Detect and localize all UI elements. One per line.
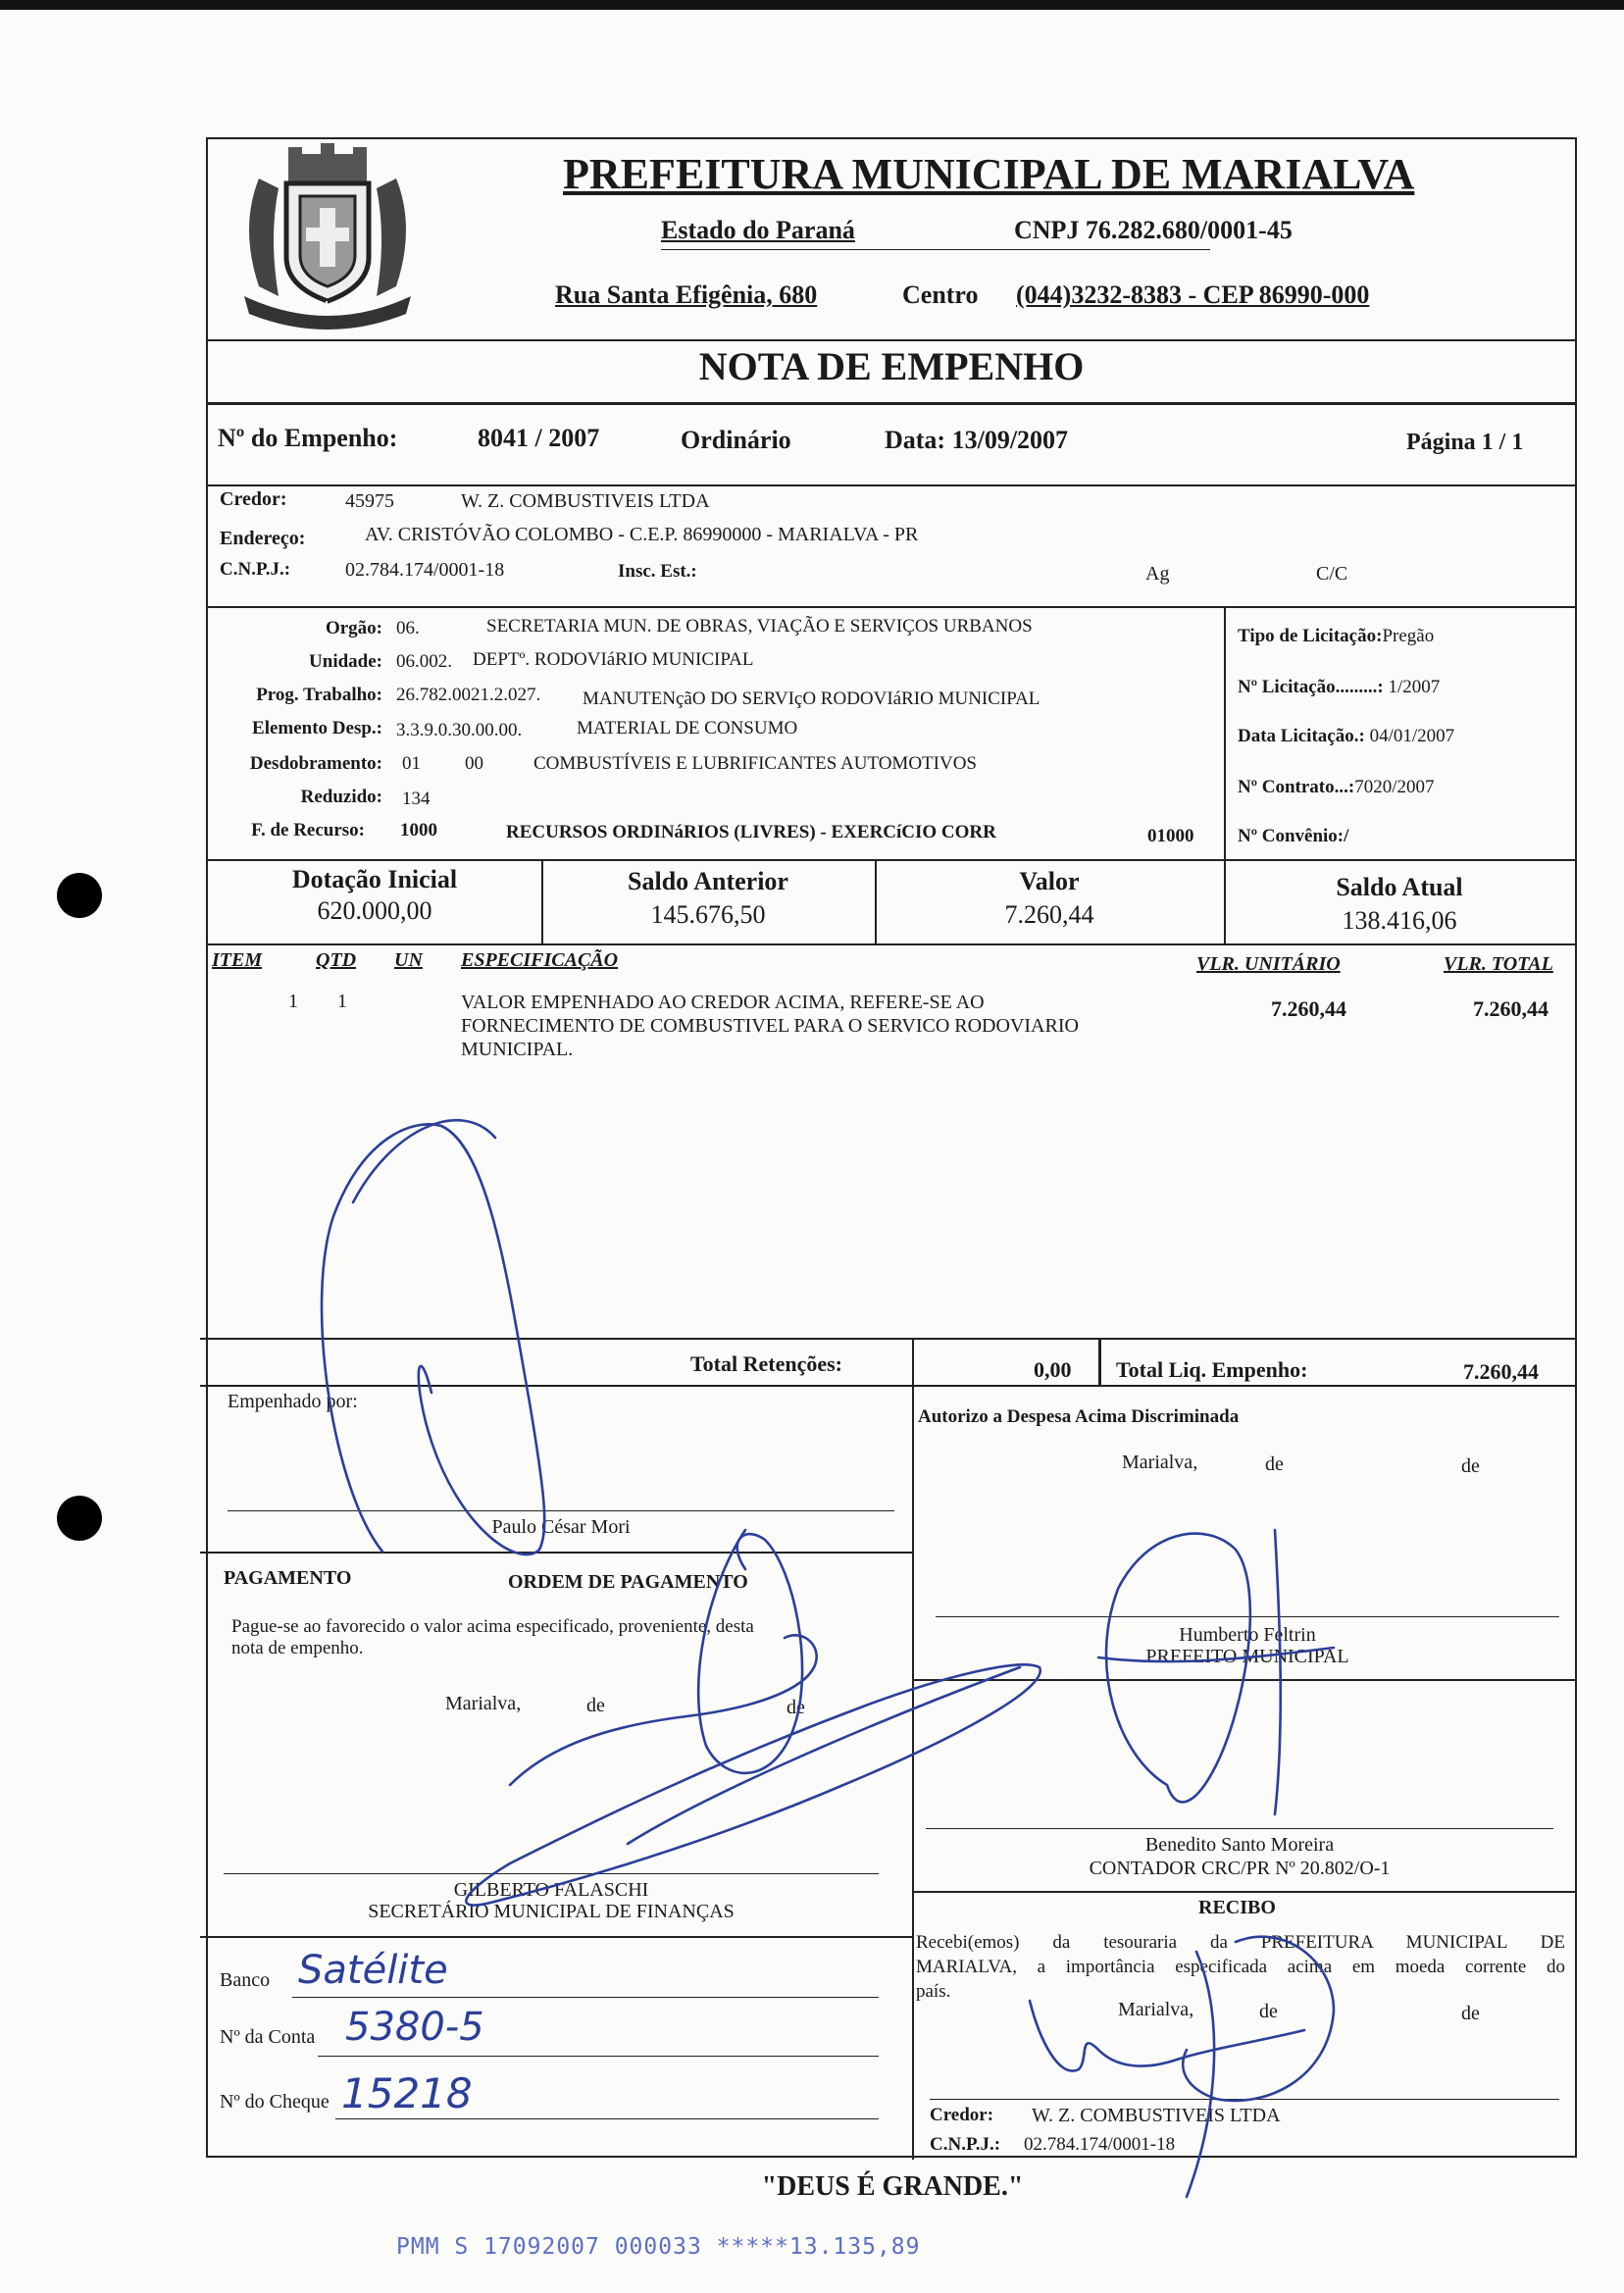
recibo-cnpj-label: C.N.P.J.: bbox=[930, 2134, 1001, 2155]
endereco-label: Endereço: bbox=[220, 528, 306, 549]
item-total-value: 7.260,44 bbox=[1473, 996, 1548, 1021]
unidade-code: 06.002. bbox=[396, 651, 452, 672]
cheque-line bbox=[335, 2118, 879, 2119]
autorizo-label: Autorizo a Despesa Acima Discriminada bbox=[918, 1406, 1240, 1427]
desdob-label: Desdobramento: bbox=[249, 753, 382, 774]
insc-est-label: Insc. Est.: bbox=[618, 561, 697, 582]
col-especificacao: ESPECIFICAÇÃO bbox=[461, 949, 619, 971]
col-qtd: QTD bbox=[316, 949, 357, 971]
desdob-a: 01 bbox=[402, 753, 421, 774]
unidade-label: Unidade: bbox=[309, 651, 382, 672]
divider-vertical bbox=[1098, 1338, 1101, 1385]
recurso-num: 01000 bbox=[1147, 826, 1194, 846]
credor-label: Credor: bbox=[220, 488, 287, 510]
prog-label: Prog. Trabalho: bbox=[256, 685, 382, 705]
conta-handwritten: 5380-5 bbox=[345, 2005, 484, 2050]
pagamento-city: Marialva, bbox=[445, 1693, 522, 1714]
empenho-type: Ordinário bbox=[681, 426, 791, 454]
recibo-text-line: país. bbox=[916, 1981, 951, 2002]
header-district: Centro bbox=[902, 280, 979, 309]
pagamento-text-line: Pague-se ao favorecido o valor acima especificado, proveniente, desta bbox=[231, 1616, 754, 1637]
signature-line bbox=[930, 2099, 1559, 2100]
total-retencoes-value: 0,00 bbox=[1034, 1357, 1072, 1382]
empenho-page: Página 1 / 1 bbox=[1406, 430, 1524, 455]
empenhado-label: Empenhado por: bbox=[228, 1391, 358, 1412]
tipo-licitacao-label: Tipo de Licitação: bbox=[1238, 626, 1383, 646]
secretario-name: GILBERTO FALASCHI bbox=[453, 1879, 649, 1901]
divider-vertical bbox=[1224, 606, 1226, 859]
divider bbox=[200, 1385, 1575, 1387]
prefeito-title: PREFEITO MUNICIPAL bbox=[1145, 1646, 1349, 1667]
empenho-date: Data: 13/09/2007 bbox=[885, 426, 1069, 454]
pagamento-de2: de bbox=[787, 1697, 805, 1718]
elemento-desc: MATERIAL DE CONSUMO bbox=[577, 718, 798, 739]
total-liq-label: Total Liq. Empenho: bbox=[1116, 1357, 1308, 1382]
header-state: Estado do Paraná bbox=[661, 216, 855, 244]
divider bbox=[200, 1552, 914, 1554]
divider bbox=[208, 402, 1575, 405]
item-spec-line: MUNICIPAL. bbox=[461, 1039, 574, 1060]
desdob-desc: COMBUSTÍVEIS E LUBRIFICANTES AUTOMOTIVOS bbox=[533, 753, 977, 774]
valor-label: Valor bbox=[1019, 867, 1080, 895]
autorizo-city: Marialva, bbox=[1122, 1452, 1198, 1473]
valor-value: 7.260,44 bbox=[1004, 900, 1094, 929]
nota-de-empenho-form bbox=[206, 137, 1577, 2158]
reduzido-value: 134 bbox=[402, 789, 431, 809]
autorizo-de1: de bbox=[1265, 1453, 1284, 1475]
total-retencoes-label: Total Retenções: bbox=[690, 1351, 842, 1376]
contrato bbox=[1238, 777, 1434, 798]
crest-banner-text: MARIALVA bbox=[289, 298, 372, 313]
data-licitacao-value: 04/01/2007 bbox=[1369, 726, 1455, 746]
item-unit-value: 7.260,44 bbox=[1271, 996, 1346, 1021]
payment-stamp: PMM S 17092007 000033 *****13.135,89 bbox=[396, 2234, 921, 2260]
divider-vertical bbox=[912, 1385, 914, 2160]
cheque-handwritten: 15218 bbox=[341, 2069, 473, 2117]
header-cnpj: CNPJ 76.282.680/0001-45 bbox=[1014, 216, 1293, 244]
ordem-pagamento-label: ORDEM DE PAGAMENTO bbox=[508, 1571, 748, 1593]
divider bbox=[208, 484, 1575, 486]
total-liq-value: 7.260,44 bbox=[1463, 1359, 1539, 1384]
contador-title: CONTADOR CRC/PR Nº 20.802/O-1 bbox=[1089, 1858, 1391, 1879]
cheque-label: Nº do Cheque bbox=[220, 2091, 330, 2113]
divider bbox=[208, 606, 1575, 608]
desdob-b: 00 bbox=[465, 753, 483, 774]
prefeito-name: Humberto Feltrin bbox=[1179, 1624, 1316, 1646]
divider bbox=[912, 1891, 1575, 1893]
header-title: PREFEITURA MUNICIPAL DE MARIALVA bbox=[563, 150, 1415, 198]
orgao-desc: SECRETARIA MUN. DE OBRAS, VIAÇÃO E SERVIÇOS URBANOS bbox=[486, 616, 1033, 637]
doc-title: NOTA DE EMPENHO bbox=[698, 344, 1085, 388]
prog-desc: MANUTENçãO DO SERVIçO RODOVIáRIO MUNICIPAL bbox=[583, 688, 1040, 709]
col-item: ITEM bbox=[212, 949, 263, 971]
dotacao-inicial-value: 620.000,00 bbox=[317, 896, 432, 925]
secretario-title: SECRETÁRIO MUNICIPAL DE FINANÇAS bbox=[368, 1901, 735, 1922]
cc-label: C/C bbox=[1316, 563, 1348, 585]
unidade-desc: DEPTº. RODOVIáRIO MUNICIPAL bbox=[473, 649, 754, 670]
num-licitacao-value: 1/2007 bbox=[1388, 677, 1441, 697]
item-spec-line: VALOR EMPENHADO AO CREDOR ACIMA, REFERE-SE AO bbox=[461, 992, 985, 1013]
recibo-text-line: Recebi(emos) da tesouraria da PREFEITURA MUNICIPAL DE bbox=[916, 1932, 1565, 1953]
signature-line bbox=[926, 1828, 1553, 1829]
orgao-code: 06. bbox=[396, 618, 420, 638]
convenio-label: Nº Convênio:/ bbox=[1238, 826, 1349, 846]
contrato-value: 7020/2007 bbox=[1354, 777, 1435, 797]
saldo-anterior-value: 145.676,50 bbox=[650, 900, 766, 929]
recibo-city: Marialva, bbox=[1118, 1999, 1194, 2020]
recibo-de2: de bbox=[1461, 2003, 1480, 2024]
prog-code: 26.782.0021.2.027. bbox=[396, 685, 541, 705]
pagamento-de1: de bbox=[586, 1695, 605, 1716]
empenho-number: 8041 / 2007 bbox=[478, 424, 600, 452]
credor-cnpj: 02.784.174/0001-18 bbox=[345, 559, 505, 581]
recurso-code: 1000 bbox=[400, 820, 437, 841]
divider-vertical bbox=[912, 1338, 914, 1385]
recurso-desc: RECURSOS ORDINáRIOS (LIVRES) - EXERCíCIO CORR bbox=[506, 822, 996, 842]
header-underline bbox=[661, 249, 1210, 250]
autorizo-de2: de bbox=[1461, 1455, 1480, 1477]
signature-line bbox=[228, 1510, 894, 1511]
banco-label: Banco bbox=[220, 1969, 271, 1991]
item-spec-line: FORNECIMENTO DE COMBUSTIVEL PARA O SERVICO RODOVIARIO bbox=[461, 1015, 1079, 1037]
elemento-label: Elemento Desp.: bbox=[252, 718, 382, 739]
col-vlr-total: VLR. TOTAL bbox=[1444, 953, 1553, 975]
signature-line bbox=[936, 1616, 1559, 1617]
signature-line bbox=[224, 1873, 879, 1874]
divider bbox=[208, 339, 1575, 341]
banco-line bbox=[292, 1997, 879, 1998]
divider bbox=[200, 1338, 1575, 1340]
header-address: Rua Santa Efigênia, 680 bbox=[555, 280, 818, 309]
reduzido-label: Reduzido: bbox=[300, 787, 382, 807]
banco-handwritten: Satélite bbox=[298, 1948, 448, 1993]
pagamento-label: PAGAMENTO bbox=[224, 1567, 352, 1589]
divider bbox=[912, 1679, 1575, 1681]
punch-hole-top bbox=[57, 873, 102, 918]
recibo-cnpj: 02.784.174/0001-18 bbox=[1024, 2134, 1176, 2155]
recibo-text-line: MARIALVA, a importância especificada acima em moeda corrente do bbox=[916, 1957, 1565, 1977]
saldo-atual-value: 138.416,06 bbox=[1342, 906, 1457, 935]
endereco-value: AV. CRISTÓVÃO COLOMBO - C.E.P. 86990000 - MARIALVA - PR bbox=[365, 524, 919, 545]
item-qtd: 1 bbox=[337, 991, 347, 1012]
header-phone-cep: (044)3232-8383 - CEP 86990-000 bbox=[1016, 280, 1370, 309]
tipo-licitacao bbox=[1238, 626, 1434, 647]
tipo-licitacao-value: Pregão bbox=[1382, 626, 1435, 646]
contador-name: Benedito Santo Moreira bbox=[1144, 1834, 1335, 1856]
contrato-label: Nº Contrato...: bbox=[1238, 777, 1355, 797]
conta-line bbox=[318, 2056, 879, 2057]
num-licitacao-label: Nº Licitação.........: bbox=[1238, 677, 1384, 697]
credor-cnpj-label: C.N.P.J.: bbox=[220, 559, 291, 580]
data-licitacao bbox=[1238, 726, 1454, 747]
recibo-credor: W. Z. COMBUSTIVEIS LTDA bbox=[1032, 2105, 1281, 2126]
credor-name: W. Z. COMBUSTIVEIS LTDA bbox=[461, 490, 710, 512]
recibo-text bbox=[916, 1930, 1565, 2004]
recibo-label: RECIBO bbox=[1198, 1897, 1276, 1918]
empenho-label: Nº do Empenho: bbox=[218, 424, 398, 452]
recibo-de1: de bbox=[1259, 2001, 1278, 2022]
conta-label: Nº da Conta bbox=[220, 2026, 316, 2048]
recurso-label: F. de Recurso: bbox=[251, 820, 365, 841]
data-licitacao-label: Data Licitação.: bbox=[1238, 726, 1365, 746]
col-vlr-unitario: VLR. UNITÁRIO bbox=[1196, 953, 1341, 975]
punch-hole-bottom bbox=[57, 1496, 102, 1541]
divider bbox=[200, 1936, 914, 1938]
orgao-label: Orgão: bbox=[325, 618, 382, 638]
divider bbox=[208, 859, 1575, 861]
saldo-atual-label: Saldo Atual bbox=[1336, 873, 1463, 901]
scan-top-border bbox=[0, 0, 1624, 10]
item-number: 1 bbox=[288, 991, 298, 1012]
elemento-code: 3.3.9.0.30.00.00. bbox=[396, 720, 523, 740]
divider bbox=[208, 943, 1575, 945]
empenhado-name: Paulo César Mori bbox=[491, 1516, 631, 1538]
footer-motto: "DEUS É GRANDE." bbox=[761, 2171, 1024, 2202]
dotacao-inicial-label: Dotação Inicial bbox=[291, 865, 458, 893]
recibo-credor-label: Credor: bbox=[930, 2105, 994, 2125]
pagamento-text-line: nota de empenho. bbox=[231, 1638, 364, 1658]
saldo-anterior-label: Saldo Anterior bbox=[628, 867, 788, 895]
ag-label: Ag bbox=[1145, 563, 1170, 585]
pagamento-text bbox=[231, 1616, 754, 1659]
item-spec bbox=[461, 991, 1079, 1061]
num-licitacao bbox=[1238, 677, 1440, 698]
credor-code: 45975 bbox=[345, 490, 394, 512]
col-un: UN bbox=[394, 949, 423, 971]
